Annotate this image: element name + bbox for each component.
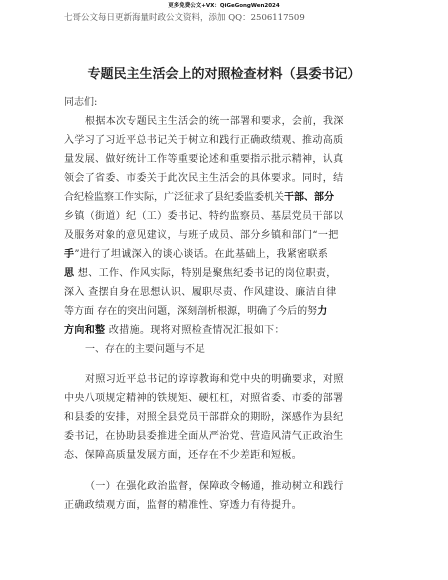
text-line: 量发展、做好统计工作等重要论述和重要指示批示精神，认真 [64, 154, 344, 165]
text-line [64, 245, 387, 264]
text-line: 和县委的安排，对照全县党员干部群众的期盼，深感作为县纪 [64, 412, 344, 423]
text-line: 中央八项规定精神的铁规矩、硬杠杠，对照省委、市委的部署 [64, 393, 344, 404]
text-line: 领会了省委、市委关于此次民主生活会的具体要求。同时，结 [64, 173, 344, 184]
promo-banner: 更多免费公文+VX：QiGeGongWen2024 [168, 3, 280, 9]
text-line: 正确政绩观方面，监督的精准性、穿透力有待提升。 [64, 500, 303, 511]
bold-text-run: 力 [317, 306, 328, 317]
text-line: 委书记，在协助县委推进全面从严治党、营造风清气正政治生 [64, 431, 344, 442]
text-run: 合纪检监察工作实际，广泛征求了县纪委监委机关 [64, 192, 284, 203]
text-line: 入学习了习近平总书记关于树立和践行正确政绩观、推动高质 [64, 135, 344, 146]
header-note: 七哥公文每日更新海量时政公文资料，添加 QQ：2506117509 [64, 13, 305, 23]
text-line: 态、保障高质量发展方面，还存在不少差距和短板。 [64, 450, 303, 461]
bold-text-run: 思 [64, 268, 75, 279]
document-title: 专题民主生活会上的对照检查材料（县委书记） [87, 67, 361, 82]
text-line [64, 264, 387, 283]
text-line [64, 302, 387, 321]
bold-text-run: 手 [64, 249, 75, 260]
text-line [64, 188, 387, 207]
text-run: ”进行了坦诚深入的谈心谈话。在此基础上，我紧密联系 [74, 249, 329, 260]
text-line [64, 321, 387, 340]
text-line: 根据本次专题民主生活会的统一部署和要求，会前，我深 [85, 116, 344, 127]
text-line: 对照习近平总书记的谆谆教诲和党中央的明确要求，对照 [85, 374, 344, 385]
text-line: 及服务对象的意见建议，与班子成员、部分乡镇和部门“一把 [64, 230, 339, 241]
text-line: （一）在强化政治监督，保障政令畅通，推动树立和践行 [85, 481, 344, 492]
text-line: 乡镇（街道）纪（工）委书记、特约监察员、基层党员干部以 [64, 211, 344, 222]
bold-text-run: 方向和整 [64, 325, 106, 336]
text-run: 改措施。现将对照检查情况汇报如下： [105, 325, 285, 336]
text-line: 深入 查摆自身在思想认识、履职尽责、作风建设、廉洁自律 [64, 287, 337, 298]
text-run: 想、工作、作风实际，特别是聚焦纪委书记的岗位职责， [74, 268, 337, 279]
section-heading: 一、存在的主要问题与不足 [85, 344, 205, 355]
salutation: 同志们: [64, 97, 98, 108]
bold-text-run: 干部、部分 [284, 192, 334, 203]
text-run: 等方面 存在的突出问题，深刻剖析根源，明确了今后的努 [64, 306, 318, 317]
